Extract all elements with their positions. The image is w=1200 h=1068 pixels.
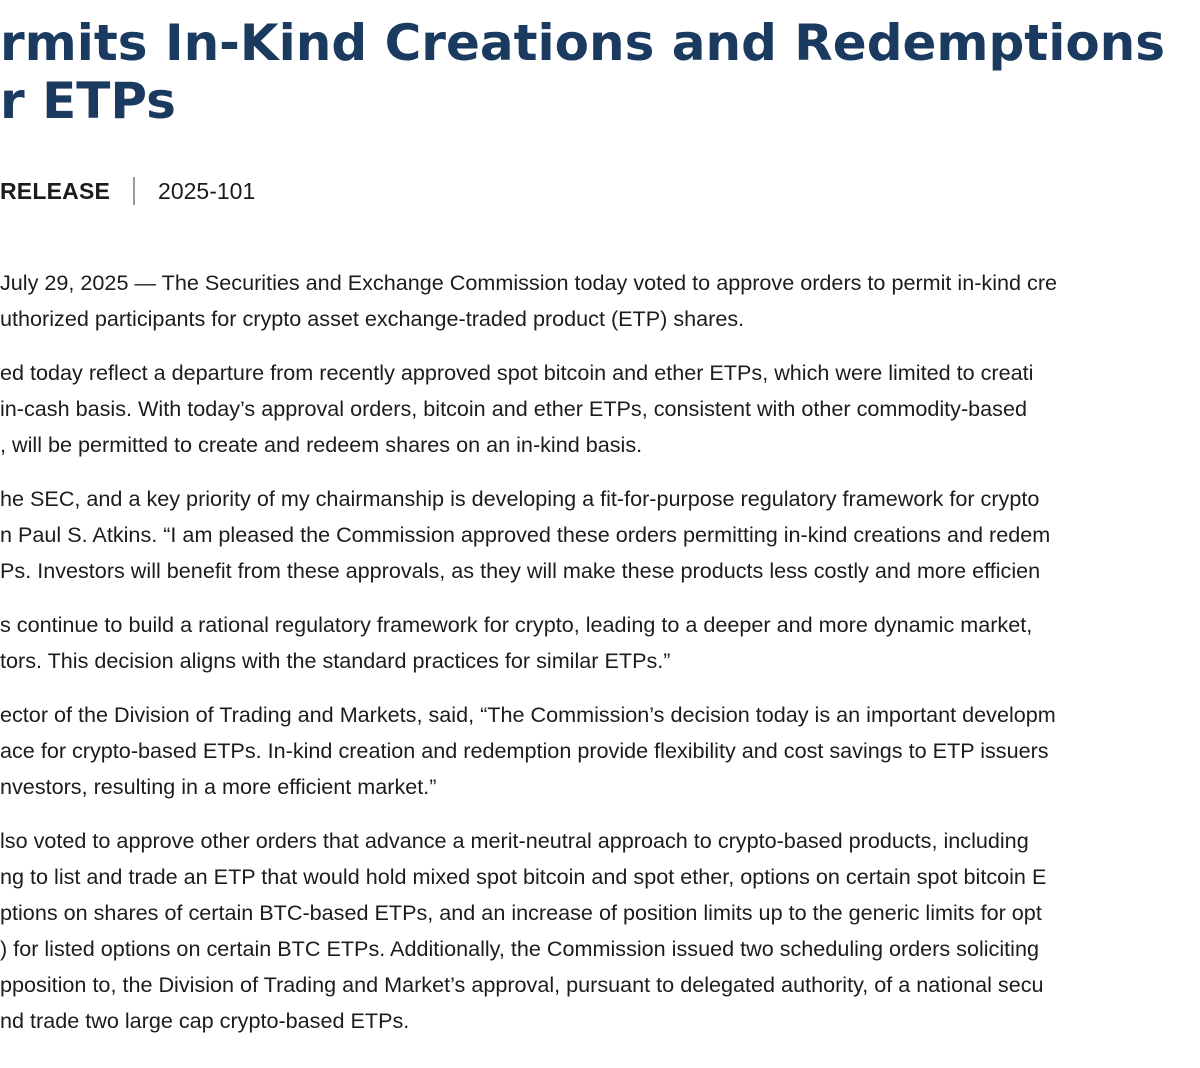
paragraph-line: uthorized participants for crypto asset exchange-traded product (ETP) shares. xyxy=(0,306,745,331)
release-meta xyxy=(0,174,255,208)
release-type-label: RELEASE xyxy=(0,177,111,204)
page-title-line-1: rmits In-Kind Creations and Redemptions xyxy=(0,14,1166,72)
paragraph-line: tors. This decision aligns with the standard practices for similar ETPs.” xyxy=(0,648,671,673)
paragraph-line: ace for crypto-based ETPs. In-kind creation and redemption provide flexibility and cost savings to ETP issuers xyxy=(0,738,1049,763)
paragraph-line: in-cash basis. With today’s approval orders, bitcoin and ether ETPs, consistent with other commodity-based xyxy=(0,396,1027,421)
paragraph-line: ector of the Division of Trading and Markets, said, “The Commission’s decision today is an important developm xyxy=(0,702,1056,727)
paragraph-line: s continue to build a rational regulatory framework for crypto, leading to a deeper and more dynamic market, xyxy=(0,612,1033,637)
page-title xyxy=(0,14,1200,130)
page-title-line-2: r ETPs xyxy=(0,72,176,130)
paragraph-line: nvestors, resulting in a more efficient market.” xyxy=(0,774,437,799)
paragraph-line: ed today reflect a departure from recently approved spot bitcoin and ether ETPs, which were limited to creati xyxy=(0,360,1034,385)
paragraph-line: he SEC, and a key priority of my chairmanship is developing a fit-for-purpose regulatory framework for crypto xyxy=(0,486,1040,511)
article-body xyxy=(0,265,1200,1057)
paragraph-3 xyxy=(0,481,1200,589)
paragraph-1 xyxy=(0,265,1200,337)
paragraph-line: ng to list and trade an ETP that would hold mixed spot bitcoin and spot ether, options on certain spot bitcoin E xyxy=(0,864,1047,889)
paragraph-line: Ps. Investors will benefit from these approvals, as they will make these products less costly and more efficien xyxy=(0,558,1041,583)
paragraph-line: July 29, 2025 — The Securities and Exchange Commission today voted to approve orders to permit in-kind cre xyxy=(0,270,1058,295)
paragraph-line: nd trade two large cap crypto-based ETPs. xyxy=(0,1008,410,1033)
paragraph-line: lso voted to approve other orders that advance a merit-neutral approach to crypto-based products, including xyxy=(0,828,1029,853)
paragraph-line: ptions on shares of certain BTC-based ETPs, and an increase of position limits up to the generic limits for opt xyxy=(0,900,1042,925)
paragraph-6 xyxy=(0,823,1200,1039)
paragraph-line: ) for listed options on certain BTC ETPs. Additionally, the Commission issued two scheduling orders soliciting xyxy=(0,936,1039,961)
paragraph-4 xyxy=(0,607,1200,679)
paragraph-line: , will be permitted to create and redeem shares on an in-kind basis. xyxy=(0,432,643,457)
paragraph-line: n Paul S. Atkins. “I am pleased the Commission approved these orders permitting in-kind creations and redem xyxy=(0,522,1051,547)
paragraph-5 xyxy=(0,697,1200,805)
meta-divider xyxy=(133,177,135,205)
paragraph-line: pposition to, the Division of Trading and Market’s approval, pursuant to delegated authority, of a national secu xyxy=(0,972,1044,997)
release-number: 2025-101 xyxy=(158,177,256,204)
paragraph-2 xyxy=(0,355,1200,463)
